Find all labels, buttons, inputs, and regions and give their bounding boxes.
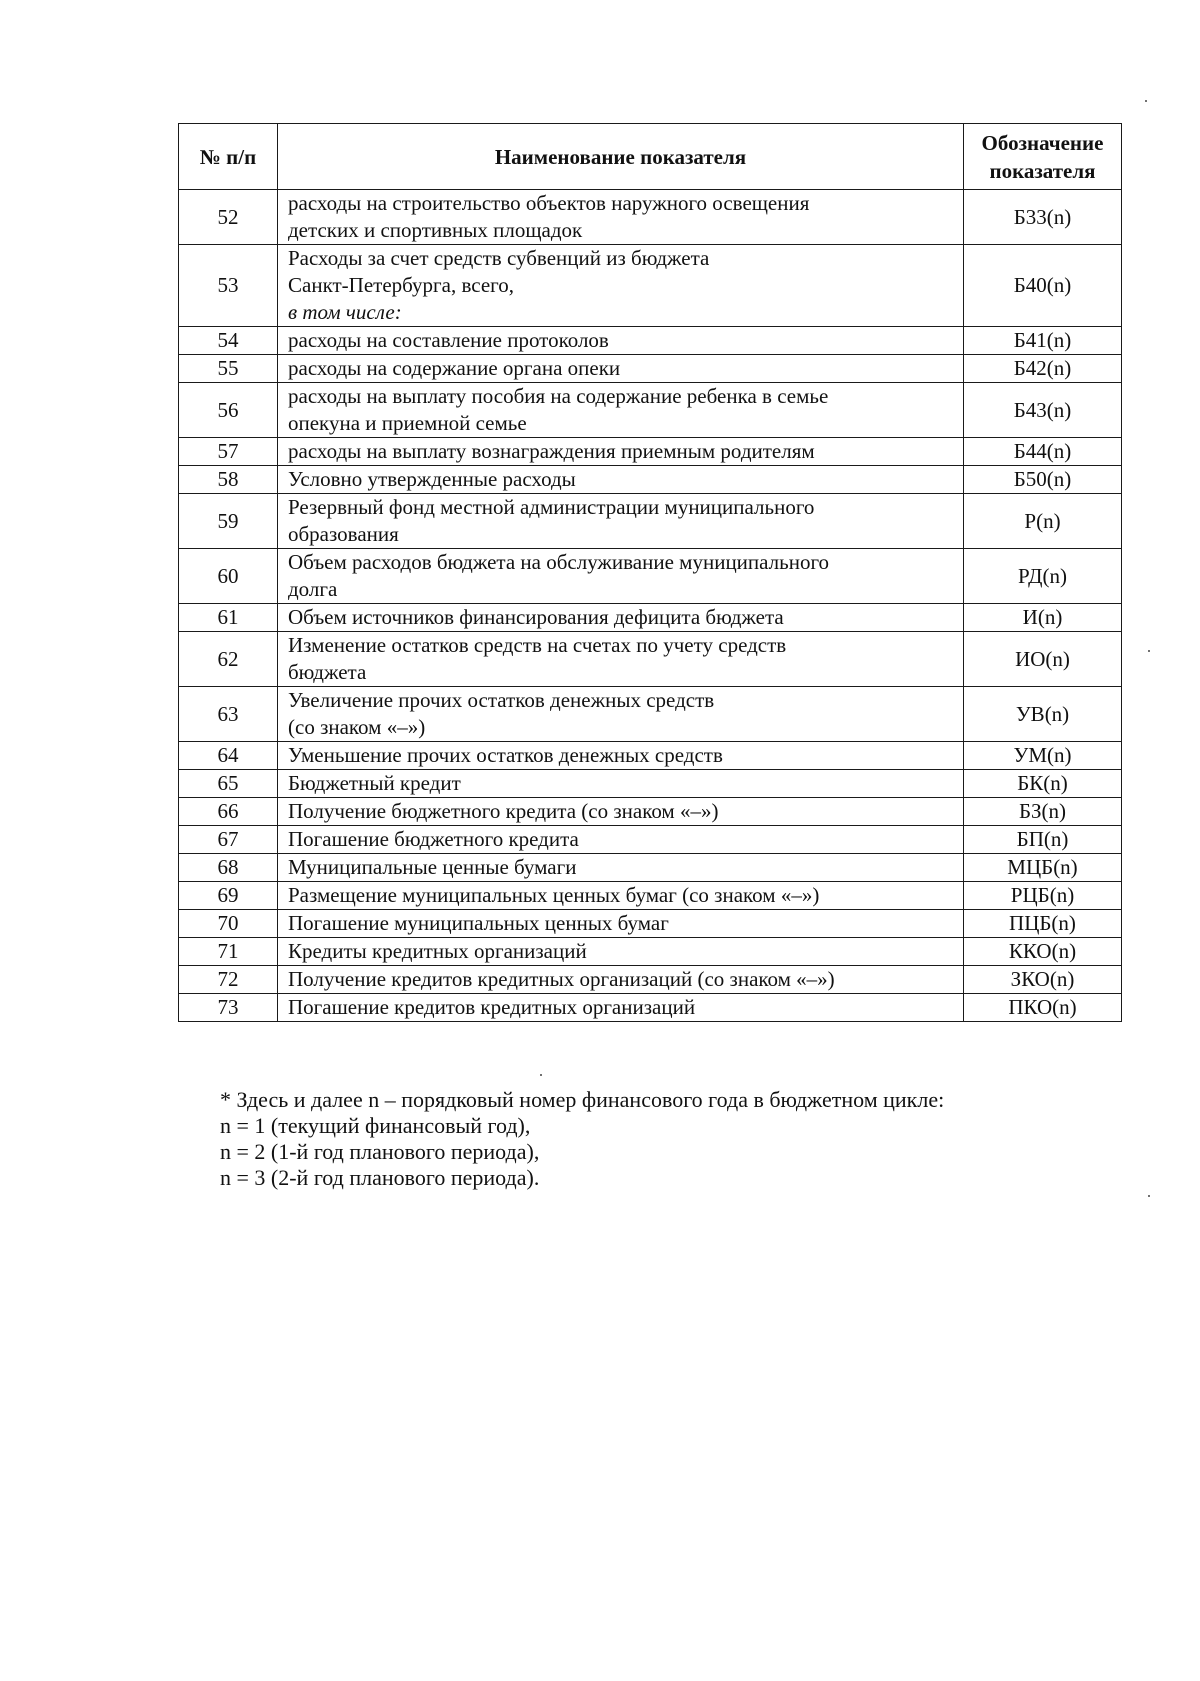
indicator-code: МЦБ(n) bbox=[964, 854, 1122, 882]
indicator-name-line: детских и спортивных площадок bbox=[288, 218, 583, 242]
table-row bbox=[179, 742, 1122, 770]
indicator-name bbox=[278, 327, 964, 355]
row-number: 73 bbox=[179, 994, 278, 1022]
table-row bbox=[179, 604, 1122, 632]
row-number: 68 bbox=[179, 854, 278, 882]
table-row bbox=[179, 798, 1122, 826]
row-number: 58 bbox=[179, 466, 278, 494]
row-number: 53 bbox=[179, 245, 278, 327]
indicator-name-line: Резервный фонд местной администрации муниципального bbox=[288, 495, 815, 519]
table-row bbox=[179, 245, 1122, 327]
table-row bbox=[179, 466, 1122, 494]
indicator-name bbox=[278, 494, 964, 549]
indicator-name bbox=[278, 966, 964, 994]
indicator-code: БЗ(n) bbox=[964, 798, 1122, 826]
indicator-name-line: Погашение муниципальных ценных бумаг bbox=[288, 911, 669, 935]
indicator-code: Б50(n) bbox=[964, 466, 1122, 494]
indicator-name bbox=[278, 604, 964, 632]
indicator-name-line: Погашение кредитов кредитных организаций bbox=[288, 995, 696, 1019]
indicator-code: УМ(n) bbox=[964, 742, 1122, 770]
indicator-name-line: расходы на выплату вознаграждения приемным родителям bbox=[288, 439, 815, 463]
table-row bbox=[179, 994, 1122, 1022]
table-row bbox=[179, 327, 1122, 355]
row-number: 66 bbox=[179, 798, 278, 826]
indicator-name-line: расходы на содержание органа опеки bbox=[288, 356, 621, 380]
indicator-name bbox=[278, 632, 964, 687]
header-row bbox=[179, 124, 1122, 190]
indicator-name-line: бюджета bbox=[288, 660, 367, 684]
table-row bbox=[179, 770, 1122, 798]
table-row bbox=[179, 190, 1122, 245]
indicator-name bbox=[278, 190, 964, 245]
indicator-code: ПЦБ(n) bbox=[964, 910, 1122, 938]
indicator-name bbox=[278, 466, 964, 494]
indicator-code: Б44(n) bbox=[964, 438, 1122, 466]
indicator-name bbox=[278, 910, 964, 938]
row-number: 65 bbox=[179, 770, 278, 798]
row-number: 71 bbox=[179, 938, 278, 966]
row-number: 61 bbox=[179, 604, 278, 632]
indicator-name bbox=[278, 355, 964, 383]
table-row bbox=[179, 910, 1122, 938]
indicator-code: ИО(n) bbox=[964, 632, 1122, 687]
indicator-name-line: Погашение бюджетного кредита bbox=[288, 827, 579, 851]
indicator-name-line: Расходы за счет средств субвенций из бюджета bbox=[288, 246, 710, 270]
indicator-name-line: расходы на выплату пособия на содержание ребенка в семье bbox=[288, 384, 829, 408]
indicator-name bbox=[278, 742, 964, 770]
row-number: 63 bbox=[179, 687, 278, 742]
header-name: Наименование показателя bbox=[278, 124, 964, 190]
table-row bbox=[179, 438, 1122, 466]
header-code: Обозначение показателя bbox=[964, 124, 1122, 190]
footnote-line: n = 2 (1-й год планового периода), bbox=[220, 1139, 540, 1164]
table-body bbox=[179, 190, 1122, 1022]
table-row bbox=[179, 882, 1122, 910]
row-number: 64 bbox=[179, 742, 278, 770]
indicator-name-line: образования bbox=[288, 522, 399, 546]
table-row bbox=[179, 549, 1122, 604]
indicator-name-line: расходы на строительство объектов наружного освещения bbox=[288, 191, 810, 215]
table-row bbox=[179, 687, 1122, 742]
indicator-code: ЗКО(n) bbox=[964, 966, 1122, 994]
row-number: 56 bbox=[179, 383, 278, 438]
scan-speck bbox=[540, 1074, 542, 1076]
indicator-name bbox=[278, 245, 964, 327]
row-number: 54 bbox=[179, 327, 278, 355]
indicator-name bbox=[278, 882, 964, 910]
indicator-name-line: Получение бюджетного кредита (со знаком «–») bbox=[288, 799, 719, 823]
indicator-name-subnote: в том числе: bbox=[288, 300, 402, 324]
indicator-name-line: (со знаком «–») bbox=[288, 715, 426, 739]
indicator-name-line: опекуна и приемной семье bbox=[288, 411, 527, 435]
indicator-name bbox=[278, 826, 964, 854]
table-row bbox=[179, 826, 1122, 854]
row-number: 52 bbox=[179, 190, 278, 245]
indicator-code: РД(n) bbox=[964, 549, 1122, 604]
header-num: № п/п bbox=[179, 124, 278, 190]
scan-speck bbox=[1145, 100, 1147, 102]
indicator-name bbox=[278, 687, 964, 742]
table-row bbox=[179, 966, 1122, 994]
indicator-name bbox=[278, 938, 964, 966]
row-number: 69 bbox=[179, 882, 278, 910]
footnote bbox=[220, 1087, 944, 1191]
table-header bbox=[179, 124, 1122, 190]
row-number: 59 bbox=[179, 494, 278, 549]
indicator-name bbox=[278, 854, 964, 882]
indicator-name bbox=[278, 438, 964, 466]
footnote-line: * Здесь и далее n – порядковый номер финансового года в бюджетном цикле: bbox=[220, 1087, 945, 1112]
indicator-code: Б41(n) bbox=[964, 327, 1122, 355]
indicator-name-line: Объем источников финансирования дефицита бюджета bbox=[288, 605, 784, 629]
indicator-name-line: Кредиты кредитных организаций bbox=[288, 939, 587, 963]
indicator-name-line: Изменение остатков средств на счетах по учету средств bbox=[288, 633, 787, 657]
row-number: 70 bbox=[179, 910, 278, 938]
indicator-code: ККО(n) bbox=[964, 938, 1122, 966]
table-row bbox=[179, 494, 1122, 549]
indicator-name bbox=[278, 549, 964, 604]
footnote-line: n = 1 (текущий финансовый год), bbox=[220, 1113, 531, 1138]
indicator-name-line: расходы на составление протоколов bbox=[288, 328, 609, 352]
indicator-name bbox=[278, 770, 964, 798]
indicator-name-line: Размещение муниципальных ценных бумаг (со знаком «–») bbox=[288, 883, 820, 907]
indicator-name-line: Увеличение прочих остатков денежных средств bbox=[288, 688, 715, 712]
indicator-name-line: Получение кредитов кредитных организаций (со знаком «–») bbox=[288, 967, 835, 991]
indicator-name-line: долга bbox=[288, 577, 338, 601]
indicator-code: БП(n) bbox=[964, 826, 1122, 854]
table-row bbox=[179, 383, 1122, 438]
indicator-name-line: Муниципальные ценные бумаги bbox=[288, 855, 577, 879]
indicators-table bbox=[178, 123, 1122, 1022]
footnote-line: n = 3 (2-й год планового периода). bbox=[220, 1165, 540, 1190]
indicator-code: РЦБ(n) bbox=[964, 882, 1122, 910]
table-row bbox=[179, 355, 1122, 383]
table-row bbox=[179, 632, 1122, 687]
indicator-code: БК(n) bbox=[964, 770, 1122, 798]
table-row bbox=[179, 938, 1122, 966]
indicator-code: И(n) bbox=[964, 604, 1122, 632]
indicator-code: Б33(n) bbox=[964, 190, 1122, 245]
indicator-code: Р(n) bbox=[964, 494, 1122, 549]
indicator-code: Б42(n) bbox=[964, 355, 1122, 383]
indicator-name bbox=[278, 994, 964, 1022]
indicator-name-line: Условно утвержденные расходы bbox=[288, 467, 576, 491]
scan-speck bbox=[1148, 650, 1150, 652]
indicator-code: Б40(n) bbox=[964, 245, 1122, 327]
row-number: 72 bbox=[179, 966, 278, 994]
scan-speck bbox=[1148, 1195, 1150, 1197]
indicator-name-line: Санкт-Петербурга, всего, bbox=[288, 273, 514, 297]
indicator-name-line: Бюджетный кредит bbox=[288, 771, 461, 795]
indicator-name bbox=[278, 383, 964, 438]
indicator-code: Б43(n) bbox=[964, 383, 1122, 438]
indicator-name-line: Объем расходов бюджета на обслуживание муниципального bbox=[288, 550, 830, 574]
row-number: 62 bbox=[179, 632, 278, 687]
row-number: 67 bbox=[179, 826, 278, 854]
indicator-name bbox=[278, 798, 964, 826]
indicator-code: УВ(n) bbox=[964, 687, 1122, 742]
row-number: 55 bbox=[179, 355, 278, 383]
indicator-name-line: Уменьшение прочих остатков денежных средств bbox=[288, 743, 723, 767]
indicator-code: ПКО(n) bbox=[964, 994, 1122, 1022]
row-number: 60 bbox=[179, 549, 278, 604]
table-row bbox=[179, 854, 1122, 882]
row-number: 57 bbox=[179, 438, 278, 466]
